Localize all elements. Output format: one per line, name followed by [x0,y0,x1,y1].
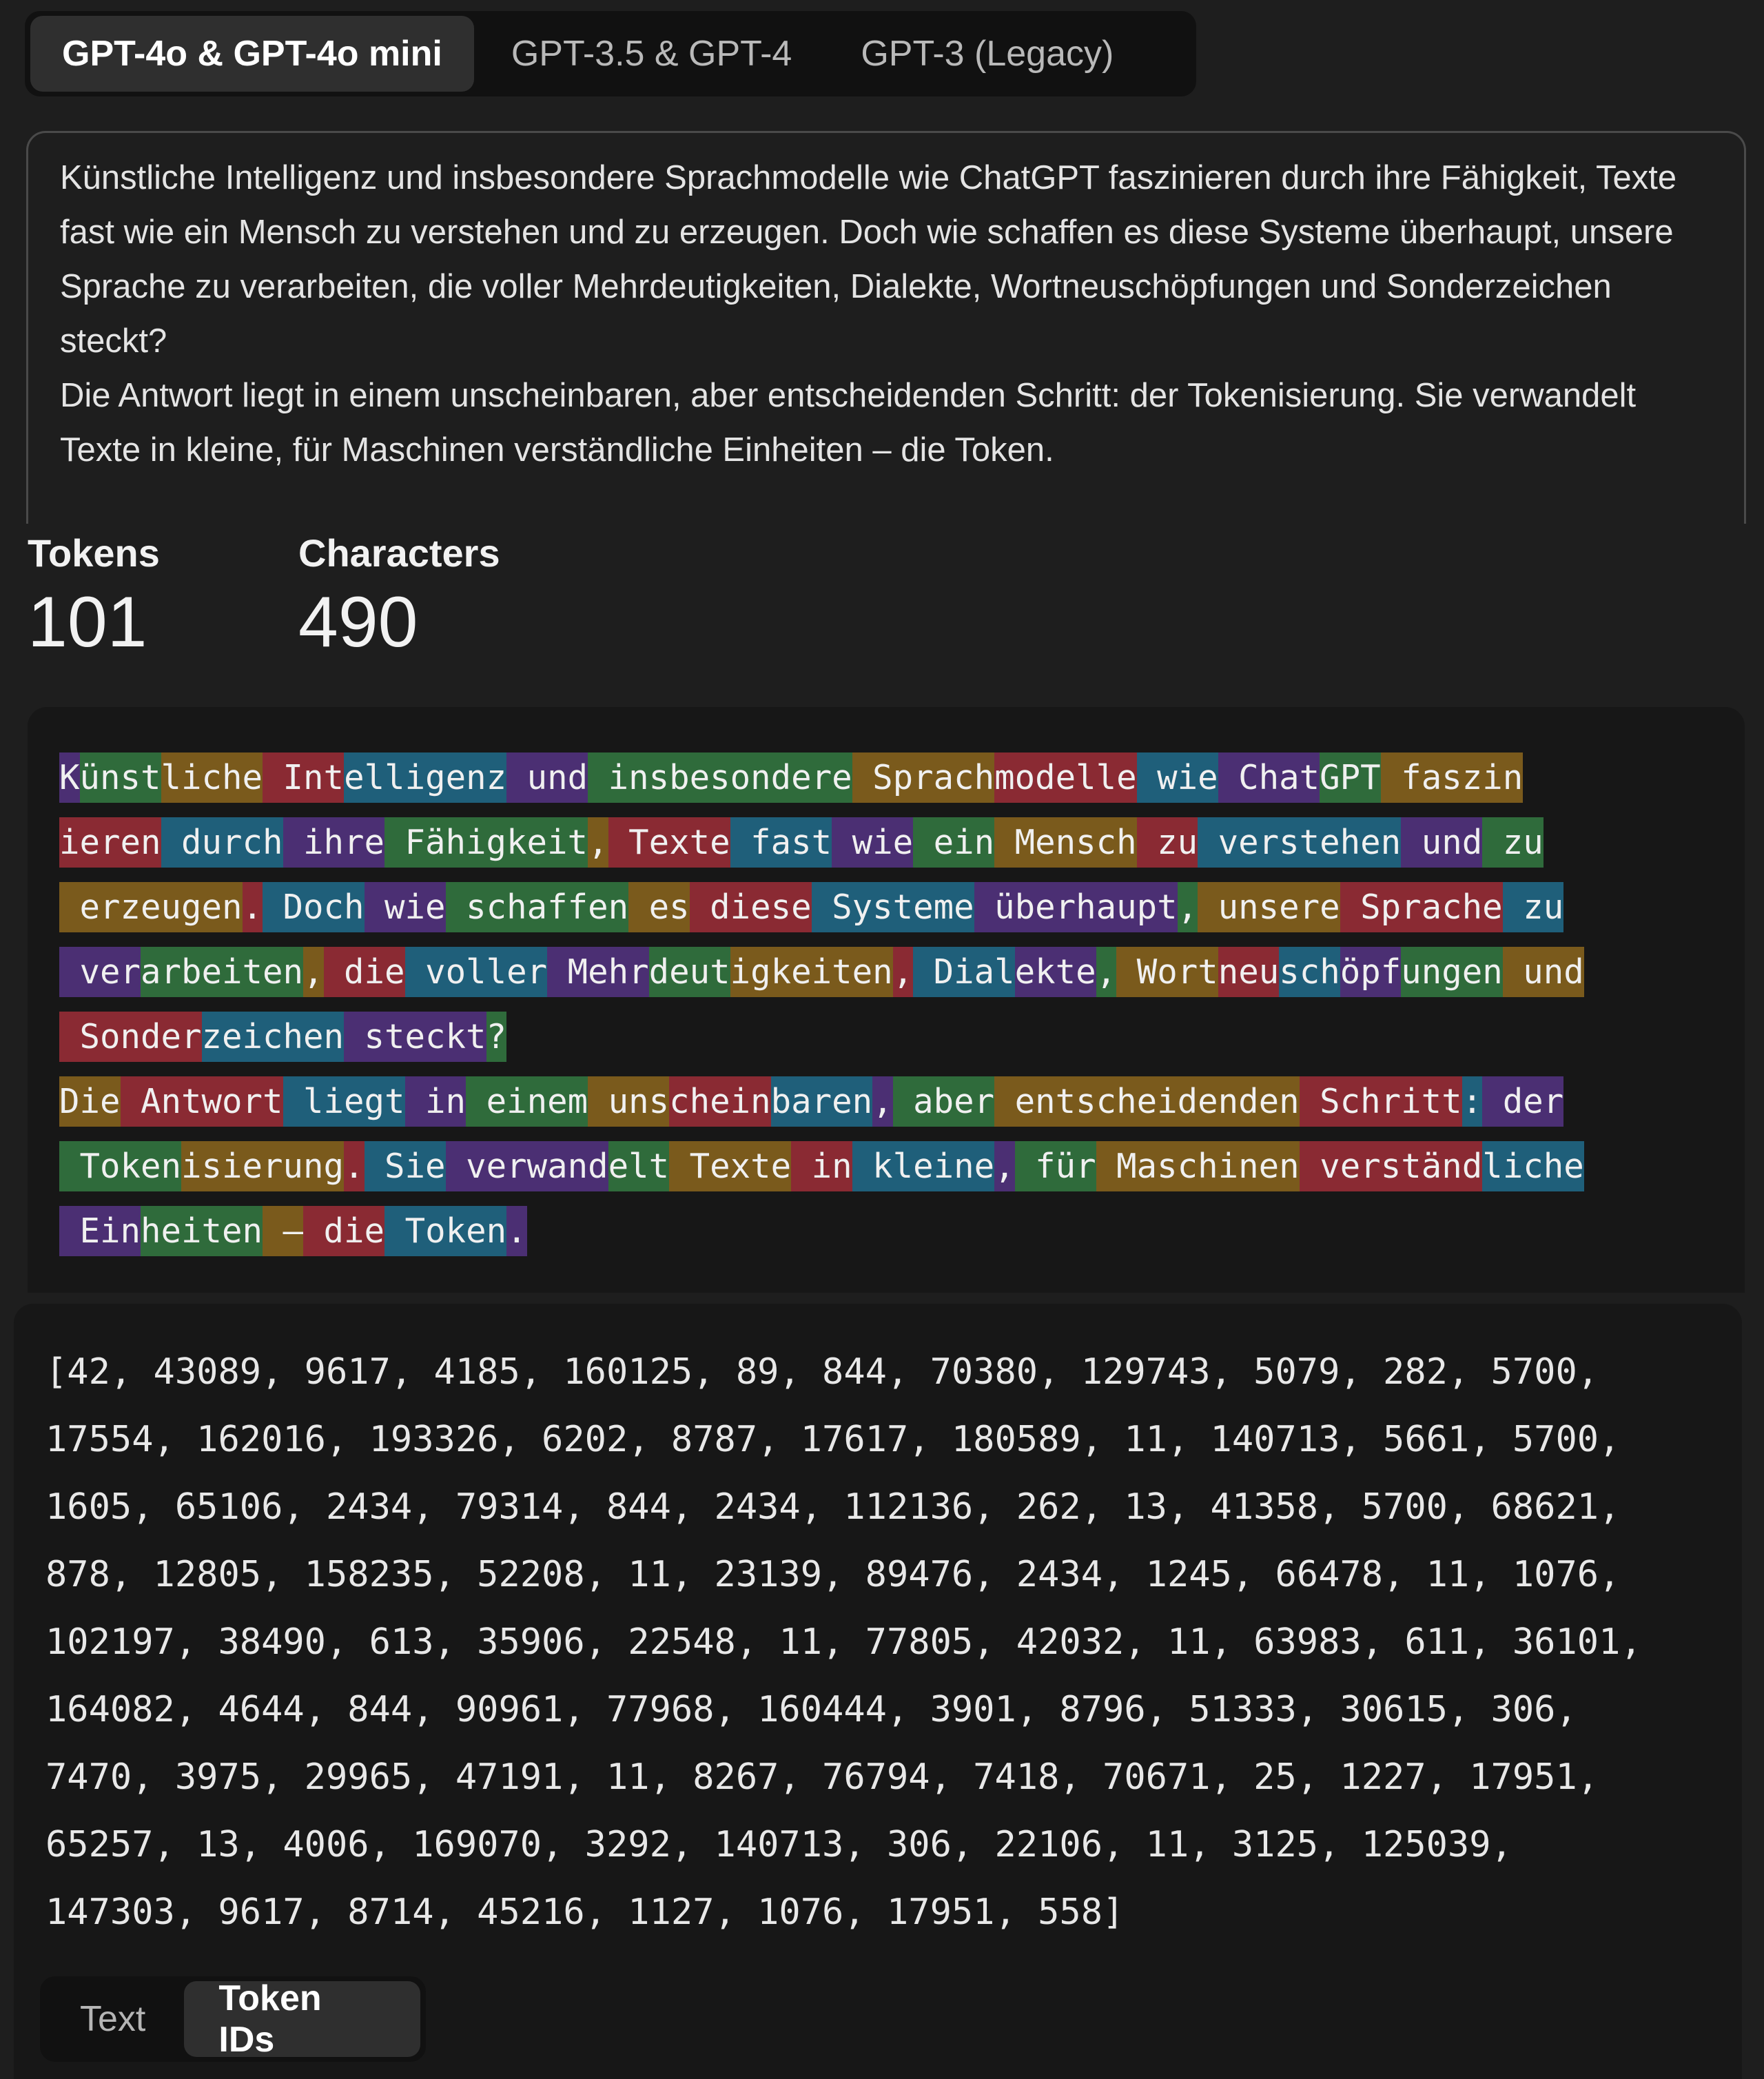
token: Dial [913,947,1015,997]
token-ids-line: 1605, 65106, 2434, 79314, 844, 2434, 112136, 262, 13, 41358, 5700, 68621, [45,1486,1621,1528]
token: . [344,1141,365,1191]
token: verwand [446,1141,608,1191]
token: erzeugen [59,882,243,932]
token: arbeiten [141,947,303,997]
tokens-label: Tokens [28,531,160,575]
characters-count: 490 [298,582,418,662]
token: . [243,882,263,932]
tab-gpt-3-5-gpt-4[interactable]: GPT-3.5 & GPT-4 [511,34,792,74]
token-line [59,1134,1745,1199]
tab-token-ids-view[interactable]: Token IDs [184,1981,420,2057]
token: chein [669,1076,771,1127]
token: entscheidenden [994,1076,1300,1127]
characters-stat [298,531,500,664]
token: zu [1482,817,1544,868]
tab-gpt-4o[interactable]: GPT-4o & GPT-4o mini [30,16,474,92]
token: und [506,752,588,803]
token: baren [771,1076,873,1127]
token: Sonder [59,1012,202,1062]
token-ids-line: 7470, 3975, 29965, 47191, 11, 8267, 76794, 7418, 70671, 25, 1227, 17951, [45,1757,1599,1798]
token: heiten [141,1206,263,1256]
token: , [1178,882,1198,932]
token: Texte [669,1141,791,1191]
token-ids-line: 65257, 13, 4006, 169070, 3292, 140713, 306, 22106, 11, 3125, 125039, [45,1824,1512,1865]
token: öpf [1340,947,1402,997]
token: ver [59,947,141,997]
token-ids-line: 17554, 162016, 193326, 6202, 8787, 17617, 180589, 11, 140713, 5661, 5700, [45,1419,1621,1460]
token: Systeme [812,882,974,932]
token-line [59,875,1745,940]
token-visualization [28,707,1745,1293]
token: in [791,1141,852,1191]
token: Antwort [121,1076,283,1127]
token: steckt [344,1012,486,1062]
token: modelle [994,752,1137,803]
token: überhaupt [974,882,1178,932]
token: , [1096,947,1117,997]
token: liche [1482,1141,1584,1191]
token: sch [1279,947,1340,997]
token-line [59,1199,1745,1264]
token: Doch [263,882,365,932]
token: wie [1137,752,1218,803]
token: Die [59,1076,121,1127]
view-toggle [40,1976,426,2062]
token: , [588,817,608,868]
token: zu [1503,882,1564,932]
token-line [59,810,1745,875]
token: aber [893,1076,995,1127]
tokens-count: 101 [28,582,147,662]
token: Int [263,752,344,803]
token: ihre [283,817,385,868]
token: , [893,947,914,997]
token: für [1015,1141,1096,1191]
token: ekte [1015,947,1096,997]
token: : [1462,1076,1483,1127]
token: uns [588,1076,669,1127]
token: die [324,947,405,997]
token-line [59,940,1745,1005]
token-ids-line: 147303, 9617, 8714, 45216, 1127, 1076, 17951, 558] [45,1892,1125,1933]
token: Token [384,1206,506,1256]
token: liegt [283,1076,405,1127]
token: die [303,1206,384,1256]
input-paragraph-1: Künstliche Intelligenz und insbesondere Sprachmodelle wie ChatGPT faszinieren durch ihre Fähigkeit, Texte fast wie ein Mensch zu verstehen und zu erzeugen. Doch wie schaffen es diese Systeme überhaupt, unsere Sprache zu verarbeiten, die voller Mehrdeutigkeiten, Dialekte, Wortneuschöpfungen und Sonderzeichen steckt? [60,159,1677,360]
token: deut [649,947,730,997]
token: kleine [852,1141,995,1191]
token: es [628,882,690,932]
token: , [872,1076,893,1127]
token: fast [730,817,832,868]
token: Sprache [1340,882,1503,932]
tab-gpt-3-legacy[interactable]: GPT-3 (Legacy) [861,34,1114,74]
model-selector [25,11,1196,96]
token: – [263,1206,303,1256]
token: Maschinen [1096,1141,1300,1191]
token: elt [608,1141,670,1191]
token: und [1503,947,1584,997]
text-input[interactable] [26,131,1746,524]
token: Ein [59,1206,141,1256]
token: diese [690,882,812,932]
token: Sprach [852,752,995,803]
token: ungen [1401,947,1503,997]
token-line [59,1005,1745,1069]
token-ids-panel [14,1304,1742,2079]
token: ein [913,817,994,868]
token: , [994,1141,1015,1191]
tab-text-view[interactable]: Text [80,1999,146,2039]
token: einem [466,1076,588,1127]
token: K [59,752,80,803]
token: und [1401,817,1482,868]
token-line [59,746,1745,810]
token: wie [832,817,913,868]
token: Texte [608,817,730,868]
token: wie [365,882,446,932]
token: schaffen [446,882,629,932]
token-ids-line: 878, 12805, 158235, 52208, 11, 23139, 89476, 2434, 1245, 66478, 11, 1076, [45,1554,1621,1595]
token: voller [405,947,548,997]
token: elligenz [344,752,506,803]
token: ieren [59,817,161,868]
token: durch [161,817,283,868]
token: Token [59,1141,181,1191]
token: . [506,1206,527,1256]
characters-label: Characters [298,531,500,575]
token: Schritt [1300,1076,1462,1127]
token: Mensch [994,817,1137,868]
token: zu [1137,817,1198,868]
token: in [405,1076,466,1127]
token: liche [161,752,263,803]
token: faszin [1381,752,1524,803]
token: zeichen [202,1012,345,1062]
tokens-stat [28,531,160,664]
token: GPT [1320,752,1381,803]
input-paragraph-2: Die Antwort liegt in einem unscheinbaren, aber entscheidenden Schritt: der Tokenisierung. Sie verwandelt Texte in kleine, für Maschinen verständliche Einheiten – die Token. [60,377,1637,469]
token: unsere [1198,882,1340,932]
token-ids-line: [42, 43089, 9617, 4185, 160125, 89, 844, 70380, 129743, 5079, 282, 5700, [45,1351,1599,1393]
token-ids-line: 102197, 38490, 613, 35906, 22548, 11, 77805, 42032, 11, 63983, 611, 36101, [45,1621,1642,1663]
token: Fähigkeit [384,817,588,868]
token: , [303,947,324,997]
token: isierung [181,1141,344,1191]
token: Mehr [547,947,649,997]
token: Chat [1218,752,1320,803]
token: verständ [1300,1141,1483,1191]
token: der [1482,1076,1563,1127]
token-ids-line: 164082, 4644, 844, 90961, 77968, 160444, 3901, 8796, 51333, 30615, 306, [45,1689,1577,1730]
token: insbesondere [588,752,852,803]
token: Sie [365,1141,446,1191]
token: verstehen [1198,817,1401,868]
token: Wort [1116,947,1218,997]
token: neu [1218,947,1280,997]
token: igkeiten [730,947,893,997]
token-line [59,1069,1745,1134]
token: ? [486,1012,507,1062]
token: ünst [80,752,161,803]
